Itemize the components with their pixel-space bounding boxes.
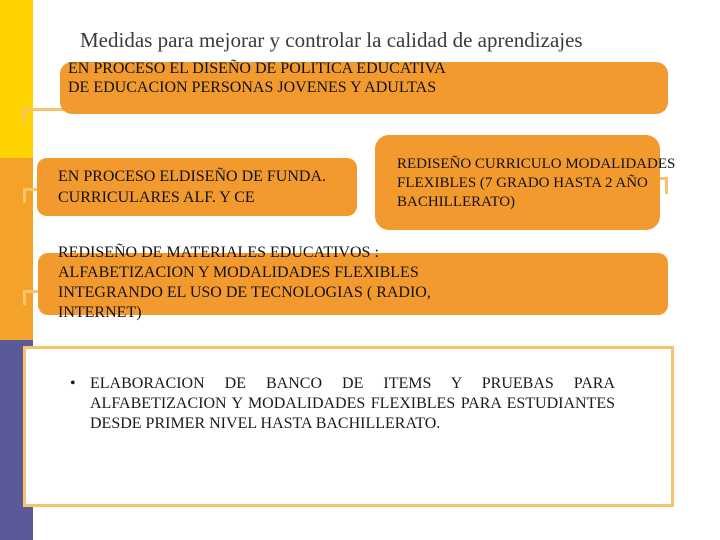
box-3-text: REDISEÑO CURRICULO MODALIDADES FLEXIBLES (7 GRADO HASTA 2 AÑO BACHILLERATO) xyxy=(397,156,676,210)
list-item xyxy=(70,374,615,434)
slide-title: Medidas para mejorar y controlar la calidad de aprendizajes xyxy=(80,28,583,52)
bullet-text: ELABORACION DE BANCO DE ITEMS Y PRUEBAS PARA ALFABETIZACION Y MODALIDADES FLEXIBLES PARA ESTUDIANTES DESDE PRIMER NIVEL HASTA BACHILLERATO. xyxy=(90,375,615,432)
sidebar-orange-band xyxy=(0,158,33,340)
box-4-text: REDISEÑO DE MATERIALES EDUCATIVOS : ALFABETIZACION Y MODALIDADES FLEXIBLES INTEGRANDO EL USO DE TECNOLOGIAS ( RADIO, INTERNET) xyxy=(58,244,431,321)
bullet-marker: • xyxy=(70,375,76,392)
bullet-list xyxy=(70,374,615,434)
box-2-text xyxy=(58,166,378,208)
box-1-text: EN PROCESO EL DISEÑO DE POLITICA EDUCATIVA DE EDUCACION PERSONAS JOVENES Y ADULTAS xyxy=(68,60,445,96)
box-2-line: EN PROCESO ELDISEÑO DE FUNDA. CURRICULARES ALF. Y CE xyxy=(58,168,327,206)
sidebar-yellow-band xyxy=(0,0,33,158)
